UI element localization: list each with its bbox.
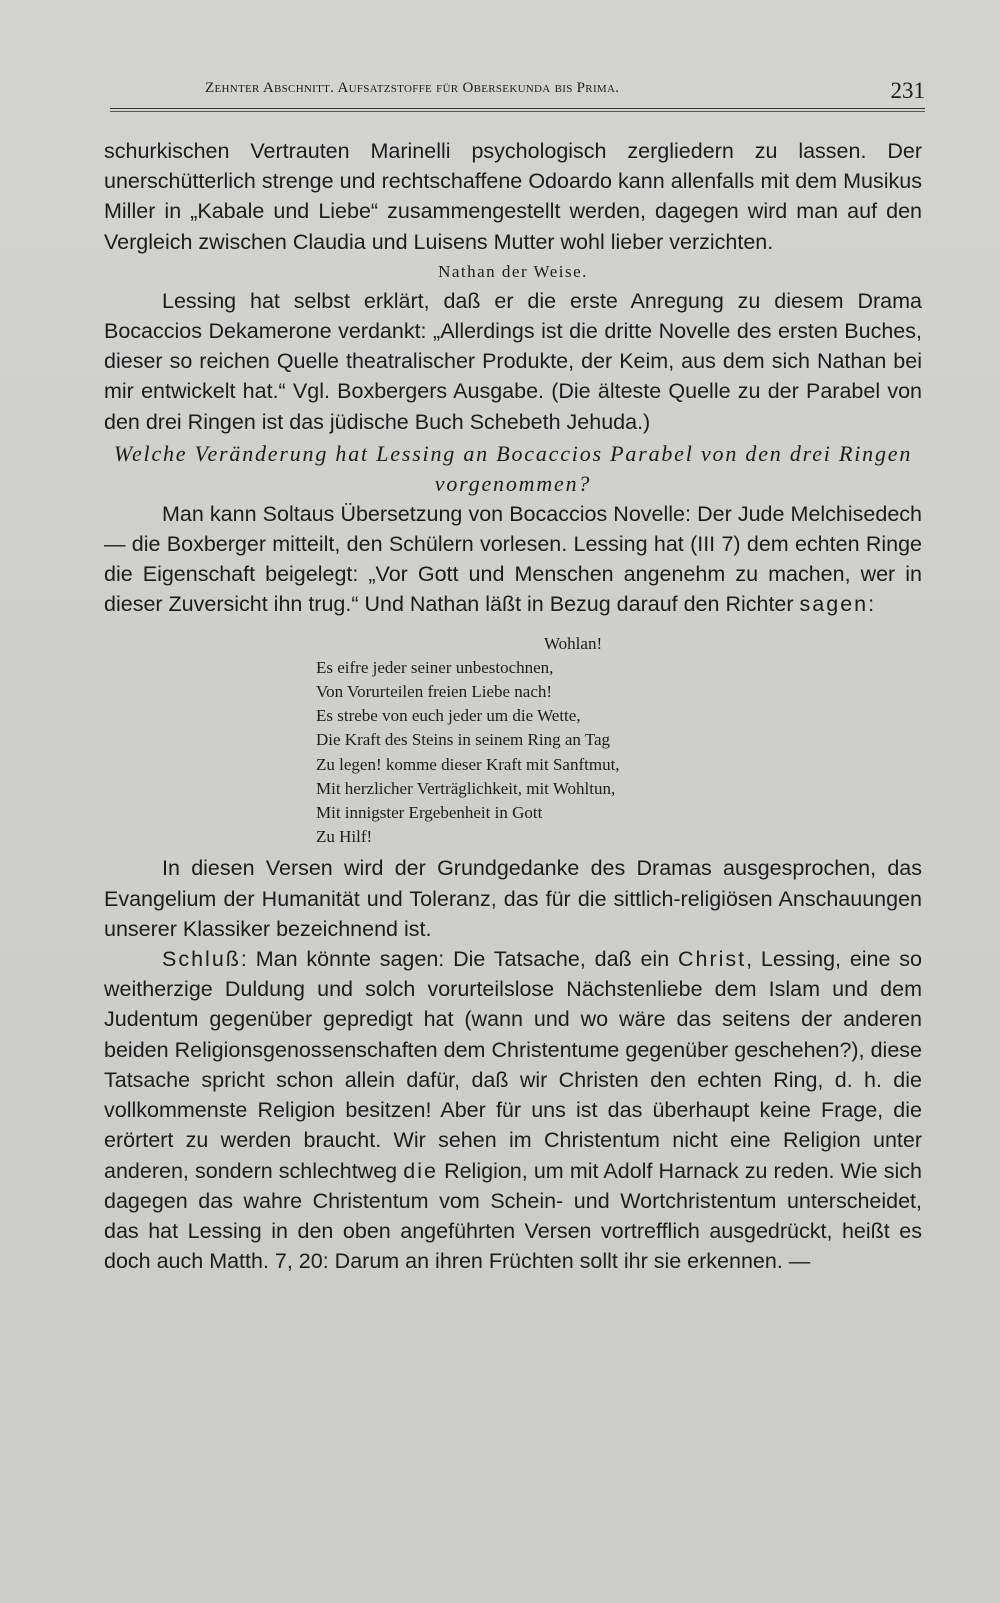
- paragraph-grundgedanke: In diesen Versen wird der Grundgedanke des Dramas ausgesprochen, das Evangelium der Humanität und Toleranz, das für die sittlich-religiösen Anschauungen unserer Klassiker bezeichnend ist.: [104, 856, 922, 941]
- verse-quote: [104, 632, 922, 850]
- page-number: 231: [890, 78, 925, 103]
- verse-line: Zu Hilf!: [316, 827, 373, 847]
- spaced-word-christ: Christ: [677, 947, 747, 972]
- paragraph-soltaus: [104, 499, 922, 620]
- verse-line: Mit innigster Ergebenheit in Gott: [316, 803, 543, 823]
- verse-line: Zu legen! komme dieser Kraft mit Sanftmut,: [316, 754, 620, 774]
- header-rule-secondary: [110, 111, 925, 112]
- verse-line: Wohlan!: [544, 633, 603, 653]
- paragraph-intro: schurkischen Vertrauten Marinelli psychologisch zergliedern zu lassen. Der unerschütterlich strenge und rechtschaffene Odoardo kann allenfalls mit dem Musikus Miller in „Kabale und Liebe“ zusammengestellt werden, dagegen wird man auf den Vergleich zwischen Claudia und Luisens Mutter wohl lieber verzichten.: [104, 139, 922, 254]
- verse-line: Von Vorurteilen freien Liebe nach!: [316, 682, 553, 702]
- verse-line: Es eifre jeder seiner unbestochnen,: [316, 657, 554, 677]
- verse-line: Die Kraft des Steins in seinem Ring an Tag: [316, 730, 611, 750]
- paragraph-schluss-text-b: , Lessing, eine so weitherzige Duldung und solch vorurteilslose Nächstenliebe dem Islam und dem Judentum gegenüber gepredigt hat (wann und wo wäre das seitens der anderen beiden Religionsgenossenschaften dem Christentume gegenüber geschehen?), diese Tatsache spricht schon allein dafür, daß wir Christen den echten Ring, d. h. die vollkommenste Religion besitzen! Aber für uns ist das überhaupt keine Frage, die erörtert zu werden braucht. Wir sehen im Christentum nicht eine Religion unter anderen, sondern schlechtweg: [104, 947, 922, 1183]
- essay-question: Welche Veränderung hat Lessing an Bocaccios Parabel von den drei Ringen vorgenommen?: [113, 440, 913, 496]
- page-body: [104, 136, 922, 1276]
- verse-line: Mit herzlicher Verträglichkeit, mit Wohltun,: [316, 778, 616, 798]
- paragraph-lessing-source: Lessing hat selbst erklärt, daß er die erste Anregung zu diesem Drama Bocaccios Dekamerone verdankt: „Allerdings ist die dritte Novelle des ersten Buches, dieser so reichen Quelle theatralischer Produkte, der Keim, aus dem sich Nathan bei mir entwickelt hat.“ Vgl. Boxbergers Ausgabe. (Die älteste Quelle zu der Parabel von den drei Ringen ist das jüdische Buch Schebeth Jehuda.): [104, 288, 922, 434]
- paragraph-soltaus-text: Man kann Soltaus Übersetzung von Bocaccios Novelle: Der Jude Melchisedech — die Boxberger mitteilt, den Schülern vorlesen. Lessing hat (III 7) dem echten Ringe die Eigenschaft beigelegt: „Vor Gott und Menschen angenehm zu machen, wer in dieser Zuversicht ihn trug.“ Und Nathan läßt in Bezug darauf den Richter: [104, 501, 922, 617]
- spaced-word-die: die: [403, 1158, 438, 1183]
- running-head: Zehnter Abschnitt. Aufsatzstoffe für Obersekunda bis Prima.: [205, 80, 620, 96]
- spaced-word-sagen: sagen:: [799, 592, 877, 617]
- paragraph-schluss-text-c: Religion, um mit Adolf Harnack zu reden. Wie sich dagegen das wahre Christentum vom Schein- und Wortchristentum unterscheidet, das hat Lessing in den oben angeführten Versen vortrefflich ausgedrückt, heißt es doch auch Matth. 7, 20: Darum an ihren Früchten sollt ihr sie erkennen. —: [104, 1158, 922, 1274]
- page-header: [110, 78, 925, 118]
- spaced-word-schluss: Schluß: [162, 947, 241, 972]
- verse-line: Es strebe von euch jeder um die Wette,: [316, 706, 581, 726]
- section-title: Nathan der Weise.: [438, 261, 588, 281]
- header-rule: [110, 108, 925, 109]
- paragraph-schluss-text-a: : Man könnte sagen: Die Tatsache, daß ein: [240, 947, 678, 972]
- paragraph-schluss: [104, 944, 922, 1276]
